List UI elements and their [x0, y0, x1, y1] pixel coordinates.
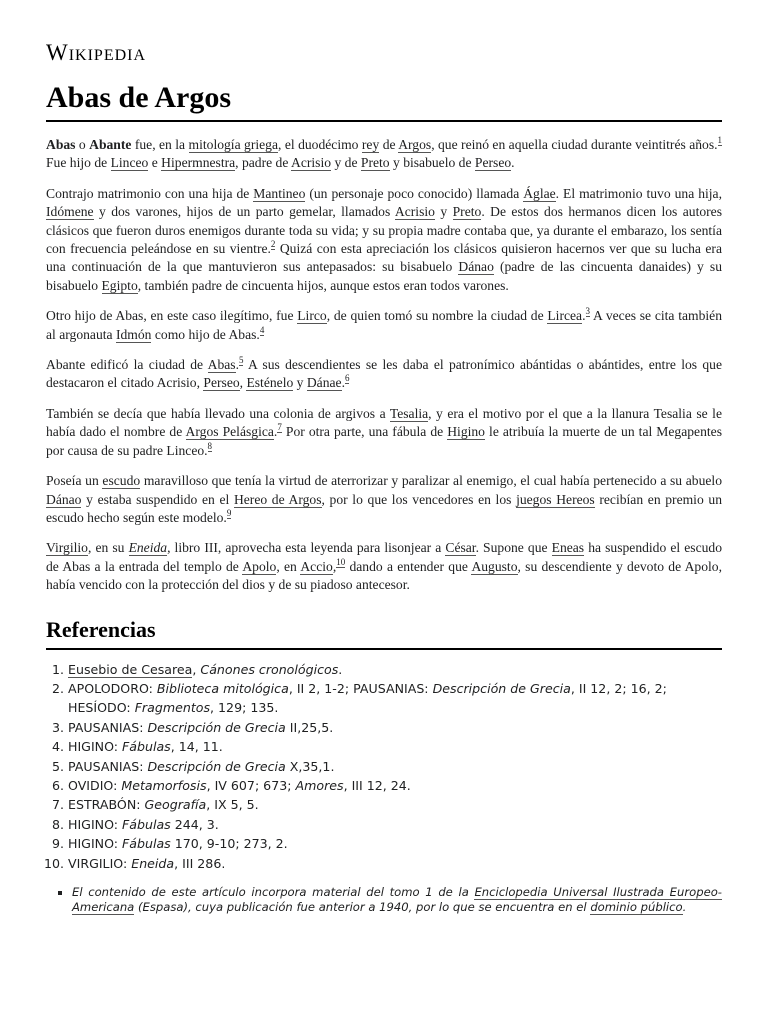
wiki-link[interactable]: Lirco [297, 308, 327, 324]
wiki-link[interactable]: Perseo [474, 155, 512, 171]
text-run: , que reinó en aquella ciudad durante veintitrés años. [431, 137, 718, 152]
wiki-link[interactable]: Idmón [115, 326, 152, 342]
wiki-link[interactable]: Enciclopedia Universal Ilustrada Europeo-Americana [72, 885, 722, 915]
text-run: (un personaje poco conocido) llamada [305, 185, 524, 201]
article-paragraph [46, 136, 722, 173]
text-run: , 14, 11. [170, 739, 223, 755]
wiki-link[interactable]: Lircea [547, 308, 583, 324]
square-bullet-icon [58, 891, 62, 895]
text-run: , IX 5, 5. [206, 797, 259, 813]
text-run: le atribuía la muerte de un tal Megapentes por causa de su padre Linceo. [46, 424, 722, 458]
text-run: , III 12, 24. [343, 777, 411, 793]
text-run: , también padre de cincuenta hijos, aunque estos eran todos varones. [137, 277, 509, 293]
text-run: , y era el motivo por el que a la llanura Tesalia se le había dado el nombre de [46, 405, 722, 440]
page-title: Abas de Argos [46, 80, 722, 122]
article-body [46, 136, 722, 595]
citation [227, 508, 232, 519]
citation-link[interactable]: 5 [238, 355, 244, 366]
citation-link[interactable]: 3 [585, 306, 590, 317]
text-run: Eneida [131, 855, 175, 871]
text-run: . De estos dos hermanos dicen los autores clásicos que fueron duros enemigos durante toda su vida; y su propia madre contaba que, ya durante el embarazo, los sentía con frecuencia peleándose en su vientre. [46, 204, 723, 257]
wiki-link[interactable]: Tesalia [389, 405, 429, 421]
text-run: (Espasa), cuya publicación fue anterior a 1940, por lo que se encuentra en el [134, 900, 591, 915]
text-run: y estaba suspendido en el [81, 491, 234, 507]
text-run: Metamorfosis [121, 777, 207, 793]
reference-item [68, 815, 722, 834]
wiki-link[interactable]: rey [361, 137, 380, 152]
wiki-link[interactable]: Hipermnestra [161, 155, 236, 171]
citation [718, 135, 723, 146]
text-run: , IV 607; 673; [206, 777, 296, 793]
wiki-link[interactable]: Eneida [128, 540, 168, 556]
wiki-link[interactable]: Hereo de Argos [233, 491, 322, 507]
citation-link[interactable]: 4 [259, 324, 265, 335]
text-run: Descripción de Grecia [147, 758, 286, 774]
text-run: 170, 9-10; 273, 2. [170, 836, 288, 852]
text-run: , padre de [235, 155, 292, 171]
text-run: HIGINO: [68, 816, 123, 832]
wiki-link[interactable]: Argos Pelásgica [185, 424, 274, 440]
wiki-link[interactable]: Egipto [101, 277, 138, 293]
text-run: , de quien tomó su nombre la ciudad de [326, 308, 548, 324]
citation-link[interactable]: 9 [226, 507, 232, 518]
text-run: y [293, 375, 307, 391]
citation-link[interactable]: 6 [344, 373, 350, 384]
wiki-link[interactable]: Mantineo [253, 185, 306, 201]
wiki-link[interactable]: Accio [300, 558, 333, 574]
text-run: e [148, 155, 162, 171]
text-run: OVIDIO: [68, 777, 122, 793]
text-run: PAUSANIAS: [68, 758, 148, 774]
wiki-link[interactable]: César [445, 540, 476, 556]
text-run: Fábulas [122, 739, 171, 755]
wiki-link[interactable]: escudo [102, 473, 141, 489]
wiki-link[interactable]: Áglae [523, 185, 556, 201]
text-run: 244, 3. [170, 816, 219, 832]
references-list [46, 660, 722, 873]
references-heading: Referencias [46, 617, 722, 650]
text-run: X,35,1. [285, 758, 335, 774]
wiki-link[interactable]: dominio público [590, 900, 683, 915]
text-run: HIGINO: [68, 836, 123, 852]
citation-link[interactable]: 7 [277, 422, 282, 433]
citation-link[interactable]: 10 [336, 556, 346, 567]
text-run: (padre de las cincuenta danaides) y su bisabuelo [46, 259, 722, 293]
text-run: ha suspendido el escudo de Abas a la entrada del templo de [46, 540, 723, 574]
reference-item [68, 776, 722, 795]
article-paragraph [46, 405, 722, 460]
text-run: Quizá con esta apreciación los clásicos quisieron hacernos ver que su lucha era una continuación de la que mantuvieron sus antepasados: su bisabuelo [46, 241, 722, 275]
text-run: , el duodécimo [278, 137, 362, 152]
text-run: A veces se cita también al argonauta [46, 308, 723, 342]
text-run: , libro III, aprovecha esta leyenda para lisonjear a [167, 540, 446, 556]
wiki-link[interactable]: Acrisio [394, 204, 435, 220]
text-run: , [192, 661, 201, 677]
text-run: como hijo de Abas. [151, 326, 260, 342]
text-run: Otro hijo de Abas, en este caso ilegítimo, fue [46, 308, 298, 324]
text-run: A sus descendientes se les daba el patronímico abántidas o abántides, entre los que destacaron el citado Acrisio, [46, 357, 722, 391]
reference-item [68, 795, 722, 814]
wiki-link[interactable]: Preto [452, 204, 482, 220]
text-run: maravilloso que tenía la virtud de aterrorizar y paralizar al enemigo, el cual había pertenecido a su abuelo [140, 473, 722, 489]
wiki-link[interactable]: Dánae [306, 375, 342, 391]
text-run: . [338, 661, 343, 677]
text-run: Geografía [144, 797, 207, 813]
text-run: , [239, 375, 247, 391]
wiki-link[interactable]: Eneas [551, 540, 585, 556]
reference-item [68, 854, 722, 873]
text-run: Por otra parte, una fábula de [281, 424, 448, 440]
wiki-link[interactable]: Dánao [458, 259, 494, 275]
reference-item [68, 757, 722, 776]
text-run: Poseía un [46, 473, 103, 489]
text-run: Cánones cronológicos [200, 661, 339, 677]
text-run: Amores [295, 777, 344, 793]
wiki-link[interactable]: Dánao [46, 491, 82, 507]
text-run: Fábulas [122, 816, 171, 832]
wiki-link[interactable]: juegos Hereos [516, 491, 595, 507]
text-run: . [273, 424, 278, 440]
text-run: y [434, 204, 453, 220]
text-run: HIGINO: [68, 739, 123, 755]
text-run: de [379, 137, 399, 152]
article-paragraph [46, 539, 722, 594]
text-run: y bisabuelo de [389, 155, 475, 171]
citation-link[interactable]: 1 [717, 135, 723, 145]
text-run: ESTRABÓN: [68, 797, 145, 813]
article [46, 40, 722, 916]
notes-list [46, 885, 722, 916]
text-run: o [75, 137, 90, 152]
wiki-link[interactable]: Higino [447, 424, 485, 440]
text-run: , 129; 135. [210, 700, 279, 716]
text-run: II,25,5. [285, 719, 334, 735]
wikipedia-wordmark[interactable]: Wikipedia [46, 40, 147, 65]
text-run: . [511, 155, 515, 171]
wiki-link[interactable]: Eusebio de Cesarea [68, 661, 193, 677]
text-run: , su descendiente y devoto de Apolo, había vencido con la protección del dios y de su piadoso antecesor. [46, 558, 722, 593]
text-run: APOLODORO: [68, 680, 157, 696]
reference-item [68, 718, 722, 737]
article-paragraph [46, 307, 722, 344]
citation [208, 441, 213, 452]
article-paragraph [46, 356, 722, 393]
citation [260, 325, 265, 336]
text-run: . [235, 357, 239, 373]
wiki-link[interactable]: Apolo [242, 558, 277, 574]
reference-item [68, 834, 722, 853]
text-run: Fragmentos [134, 700, 211, 716]
text-run: Descripción de Grecia [147, 719, 286, 735]
wiki-link[interactable]: Acrisio [291, 155, 332, 171]
citation-link[interactable]: 8 [207, 440, 213, 451]
text-run: . [682, 900, 687, 915]
wiki-link[interactable]: Virgilio [46, 540, 88, 556]
text-run: . [582, 308, 586, 324]
wiki-link[interactable]: Esténelo [246, 375, 294, 391]
reference-item [68, 737, 722, 756]
wiki-link[interactable]: Augusto [471, 558, 518, 574]
text-run: Abante edificó la ciudad de [46, 357, 208, 373]
text-run: También se decía que había llevado una colonia de argivos a [46, 405, 390, 421]
text-run: El contenido de este artículo incorpora material del tomo 1 de la [72, 885, 475, 899]
reference-item [68, 660, 722, 679]
text-run: Biblioteca mitológica [156, 680, 289, 696]
wiki-link[interactable]: Linceo [110, 155, 149, 171]
wiki-link[interactable]: Argos [398, 137, 432, 152]
citation-link[interactable]: 2 [270, 239, 276, 250]
note-item [72, 885, 722, 916]
wiki-link[interactable]: Abas [207, 357, 236, 373]
text-run: , II 12, 2; 16, 2; HESÍODO: [68, 680, 667, 716]
text-run: dando a entender que [345, 558, 472, 574]
text-run: Fue hijo de [46, 155, 111, 171]
citation [345, 373, 350, 384]
reference-item [68, 679, 722, 718]
text-run: Abante [89, 137, 132, 152]
text-run: , III 286. [174, 855, 226, 871]
text-run: recibían en premio un escudo hecho según este modelo. [46, 491, 722, 525]
text-run: Descripción de Grecia [432, 680, 571, 696]
text-run: PAUSANIAS: [68, 719, 148, 735]
text-run: Contrajo matrimonio con una hija de [46, 185, 254, 201]
citation [336, 557, 345, 568]
text-run: . El matrimonio tuvo una hija, [555, 185, 722, 201]
wiki-link[interactable]: Preto [360, 155, 390, 171]
text-run: . [341, 375, 345, 391]
text-run: y de [331, 155, 361, 171]
article-paragraph [46, 472, 722, 527]
text-run: VIRGILIO: [68, 855, 132, 871]
article-paragraph [46, 185, 722, 295]
wiki-link[interactable]: Perseo [203, 375, 240, 391]
text-run: Fábulas [122, 836, 171, 852]
text-run: . Supone que [475, 540, 552, 556]
text-run: fue, en la [131, 137, 189, 152]
text-run: Abas [46, 137, 76, 152]
text-run: , [332, 558, 337, 574]
text-run: , en [276, 558, 301, 574]
wiki-link[interactable]: mitología griega [188, 137, 279, 152]
text-run: y dos varones, hijos de un parto gemelar, llamados [93, 204, 395, 220]
text-run: , en su [87, 540, 129, 556]
text-run: , por lo que los vencedores en los [321, 491, 517, 507]
text-run: , II 2, 1-2; PAUSANIAS: [288, 680, 433, 696]
wiki-link[interactable]: Idómene [46, 204, 94, 220]
